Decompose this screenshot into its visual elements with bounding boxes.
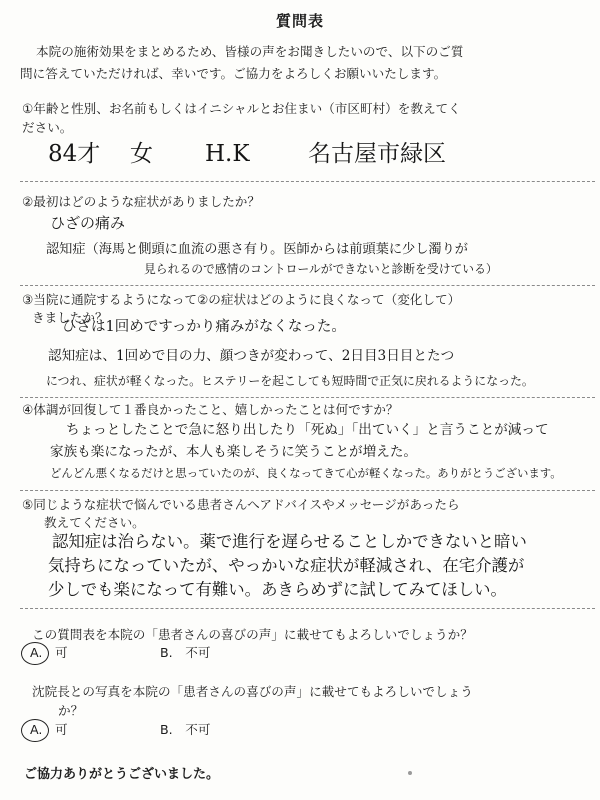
q5-question-line-2: 教えてください。 <box>44 515 145 530</box>
q3-answer-line-2: 認知症は、1回めで目の力、顔つきが変わって、2日目3日目とたつ <box>48 348 455 364</box>
consent1-option-b[interactable]: B. 不可 <box>160 645 211 660</box>
consent2-question-line-2: か？ <box>58 703 84 718</box>
divider <box>20 397 595 398</box>
q4-answer-line-2: 家族も楽になったが、本人も楽しそうに笑うことが増えた。 <box>50 444 418 460</box>
q1-answer-city: 名古屋市緑区 <box>308 141 446 167</box>
q3-answer-line-3: につれ、症状が軽くなった。ヒステリーを起こしても短時間で正気に戻れるようになった。 <box>46 374 534 388</box>
q3-answer-line-1: ひざは1回めですっかり痛みがなくなった。 <box>62 319 346 335</box>
q3-question-line-1: ③当院に通院するようになって②の症状はどのように良くなって（変化して） <box>22 292 461 307</box>
q2-answer-line-3: 見られるので感情のコントロールができないと診断を受けている） <box>144 262 498 276</box>
consent2-option-a[interactable]: A. 可 <box>30 722 68 737</box>
q1-question-line-1: ①年齢と性別、お名前もしくはイニシャルとお住まい（市区町村）を教えてく <box>22 101 461 116</box>
intro-line-2: 問に答えていただければ、幸いです。ご協力をよろしくお願いいたします。 <box>20 66 447 81</box>
intro-line-1: 本院の施術効果をまとめるため、皆様の声をお聞きしたいので、以下のご質 <box>36 44 464 59</box>
divider <box>20 285 595 286</box>
q5-answer-line-2: 気持ちになっていたが、やっかいな症状が軽減され、在宅介護が <box>48 556 525 575</box>
q5-answer-line-3: 少しでも楽になって有難い。あきらめずに試してみてほしい。 <box>48 580 507 599</box>
q3-question-line-2: きましたか？ <box>32 310 108 325</box>
q2-answer-line-2: 認知症（海馬と側頭に血流の悪さ有り。医師からは前頭葉に少し濁りが <box>46 242 468 257</box>
divider <box>20 181 595 182</box>
q1-question-line-2: ださい。 <box>22 120 73 135</box>
consent2-option-b[interactable]: B. 不可 <box>160 722 211 737</box>
q4-answer-line-3: どんどん悪くなるだけと思っていたのが、良くなってきて心が軽くなった。ありがとうございます。 <box>50 466 562 480</box>
consent2-question-line-1: 沈院長との写真を本院の「患者さんの喜びの声」に載せてもよろしいでしょう <box>32 684 473 699</box>
speck <box>408 771 412 775</box>
closing-text: ご協力ありがとうございました。 <box>24 767 220 782</box>
q2-answer-line-1: ひざの痛み <box>50 214 126 232</box>
consent1-question: この質問表を本院の「患者さんの喜びの声」に載せてもよろしいでしょうか？ <box>32 627 473 642</box>
q5-answer-line-1: 認知症は治らない。薬で進行を遅らせることしかできないと暗い <box>52 532 527 551</box>
divider <box>20 490 595 491</box>
q5-question-line-1: ⑤同じような症状で悩んでいる患者さんへアドバイスやメッセージがあったら <box>22 497 460 512</box>
q1-answer-initials: H.K <box>205 141 250 167</box>
q1-answer-age: 84才 <box>48 141 101 167</box>
q2-question: ②最初はどのような症状がありましたか？ <box>22 194 260 209</box>
q4-question: ④体調が回復して１番良かったこと、嬉しかったことは何ですか？ <box>22 402 399 417</box>
q4-answer-line-1: ちょっとしたことで急に怒り出したり「死ぬ」「出ていく」と言うことが減って <box>66 422 549 438</box>
consent1-option-a[interactable]: A. 可 <box>30 645 68 660</box>
divider <box>20 608 595 609</box>
q1-answer-sex: 女 <box>130 141 153 167</box>
page-title: 質問表 <box>275 12 324 30</box>
